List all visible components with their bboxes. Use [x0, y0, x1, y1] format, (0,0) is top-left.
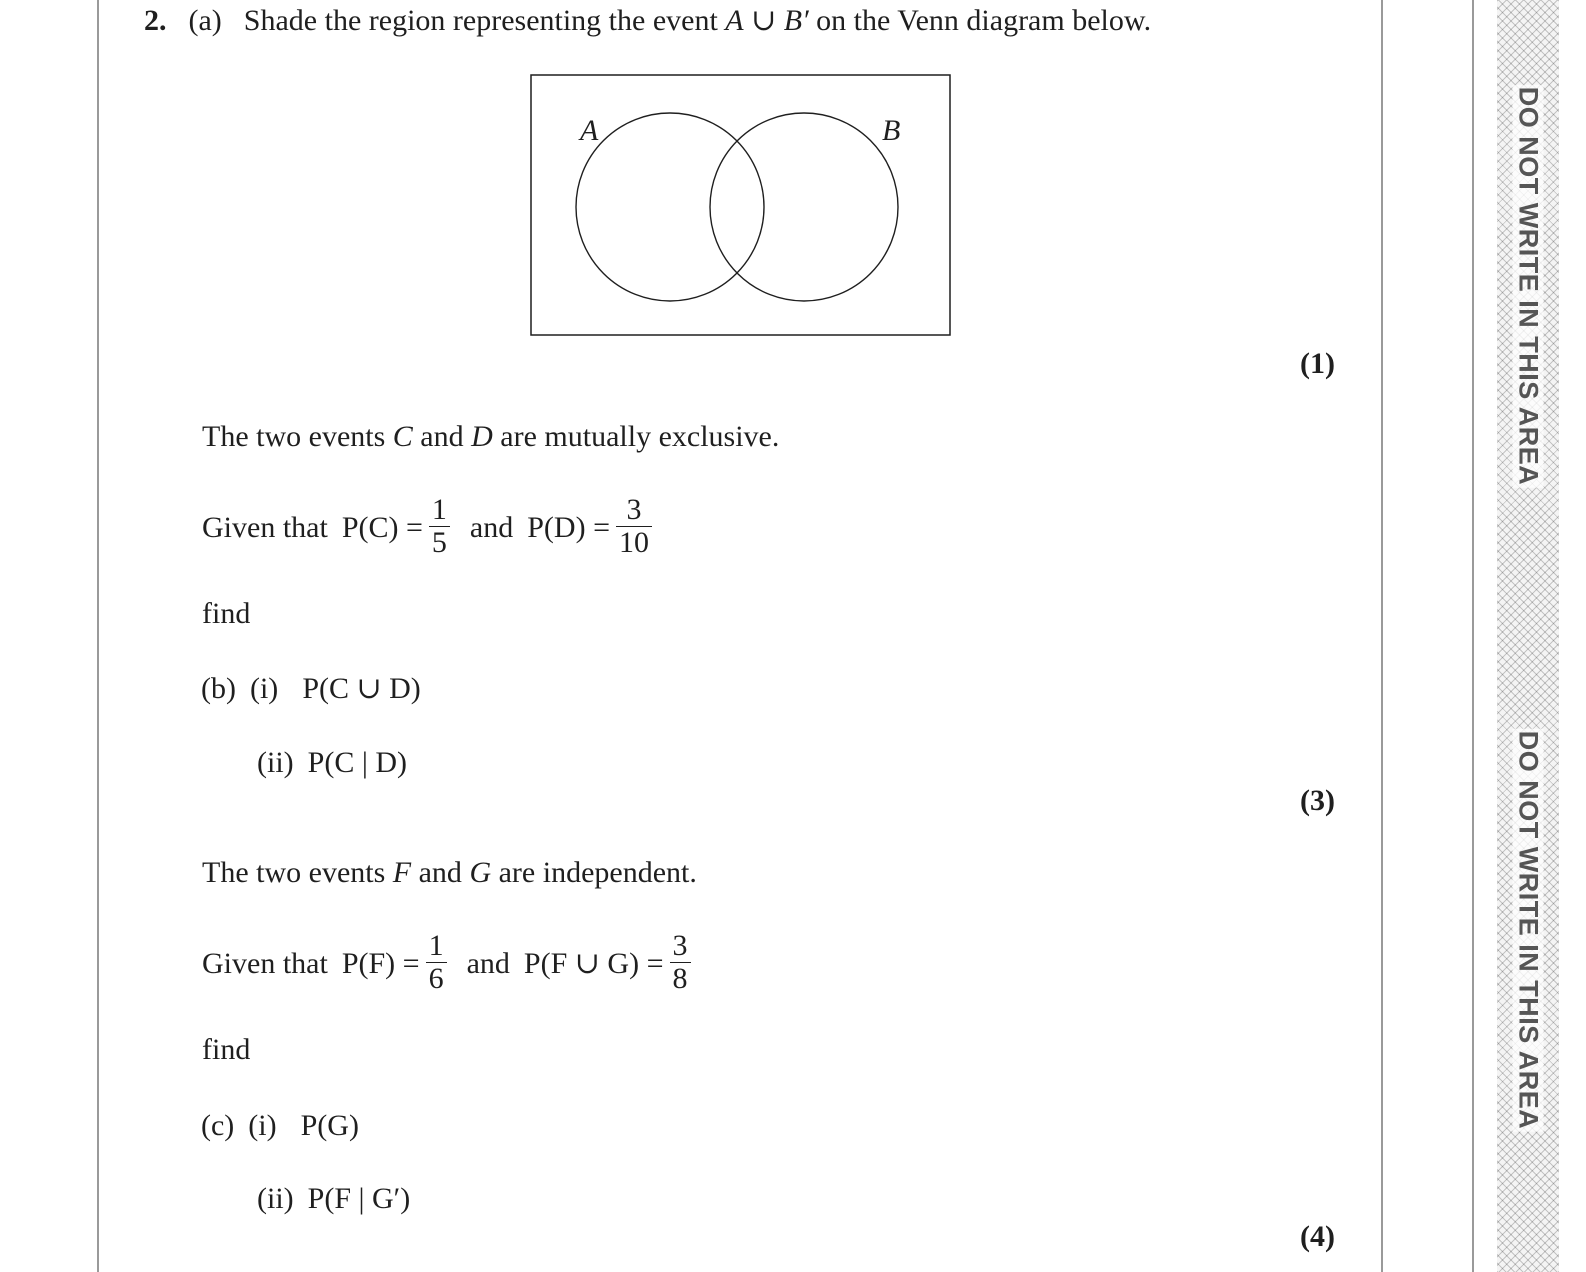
cd-given-line: [202, 488, 658, 568]
pd-denominator: 10: [616, 526, 652, 559]
pd-fraction: [616, 494, 652, 559]
fg-intro-text-end: are independent.: [498, 856, 697, 889]
cd-given-and: and: [469, 511, 514, 544]
event-g: G: [469, 856, 492, 889]
cd-intro-text-end: are mutually exclusive.: [500, 420, 780, 453]
venn-circle-a[interactable]: [576, 113, 764, 301]
cd-given: Given that: [202, 511, 328, 544]
pfg-fraction: [670, 930, 691, 995]
pc-denominator: 5: [429, 526, 450, 559]
part-b-ii: [257, 745, 407, 781]
union-symbol: ∪: [751, 4, 777, 37]
pfg-denominator: 8: [670, 962, 691, 995]
pf-expr: P(F) =: [341, 947, 420, 980]
venn-circle-b[interactable]: [710, 113, 901, 301]
margin-border: [1472, 0, 1474, 1272]
venn-label-a: A: [580, 114, 599, 147]
left-border: [97, 0, 99, 1272]
part-b-marks: (3): [1300, 784, 1335, 817]
part-b-ii-expr: P(C | D): [307, 746, 408, 779]
pf-fraction: [426, 930, 447, 995]
pd-expr: P(D) =: [527, 511, 610, 544]
right-border: [1381, 0, 1383, 1272]
fg-intro-text: The two events: [202, 856, 386, 889]
cd-intro: [202, 419, 779, 455]
part-b-i-expr: P(C ∪ D): [302, 672, 421, 705]
part-b-ii-label: (ii): [257, 746, 294, 779]
question-2a-line: [144, 3, 1151, 39]
venn-label-b: B: [882, 114, 901, 147]
part-a-text-after: on the Venn diagram below.: [816, 4, 1152, 37]
fg-given: Given that: [202, 947, 328, 980]
fg-and: and: [418, 856, 462, 889]
part-b-i-label: (i): [249, 672, 279, 705]
part-c-i-expr: P(G): [300, 1109, 359, 1142]
pc-fraction: [429, 494, 450, 559]
fg-find: find: [202, 1033, 251, 1066]
fg-intro: [202, 855, 697, 891]
part-c-i: [201, 1108, 359, 1144]
part-c-ii: [257, 1181, 410, 1217]
margin-warning-bottom: DO NOT WRITE IN THIS AREA: [1513, 730, 1544, 1130]
pc-numerator: 1: [431, 492, 447, 526]
pfg-numerator: 3: [672, 928, 688, 962]
pfg-expr: P(F ∪ G) =: [523, 947, 664, 980]
pf-denominator: 6: [426, 962, 447, 995]
cd-find: find: [202, 597, 251, 630]
part-c-label: (c): [201, 1109, 235, 1142]
part-a-marks: (1): [1300, 347, 1335, 380]
fg-given-and: and: [466, 947, 510, 980]
pf-numerator: 1: [428, 928, 444, 962]
question-number: 2.: [144, 4, 167, 37]
event-f: F: [392, 856, 412, 889]
pd-numerator: 3: [626, 492, 642, 526]
part-b-label: (b): [201, 672, 236, 705]
part-b-i: [201, 671, 421, 707]
part-a-text-before: Shade the region representing the event: [243, 4, 718, 37]
part-c-ii-label: (ii): [257, 1182, 294, 1215]
fg-given-line: [202, 924, 697, 1004]
event-b-complement: B′: [783, 4, 809, 37]
venn-diagram[interactable]: [530, 74, 952, 337]
event-d: D: [471, 420, 493, 453]
part-c-i-label: (i): [248, 1109, 277, 1142]
event-a: A: [725, 4, 744, 37]
margin-warning-top: DO NOT WRITE IN THIS AREA: [1513, 86, 1544, 486]
part-c-marks: (4): [1300, 1220, 1335, 1253]
part-a-label: (a): [188, 4, 222, 37]
cd-and: and: [420, 420, 464, 453]
event-c: C: [392, 420, 413, 453]
pc-expr: P(C) =: [341, 511, 423, 544]
cd-intro-text: The two events: [202, 420, 386, 453]
part-c-ii-expr: P(F | G′): [307, 1182, 411, 1215]
